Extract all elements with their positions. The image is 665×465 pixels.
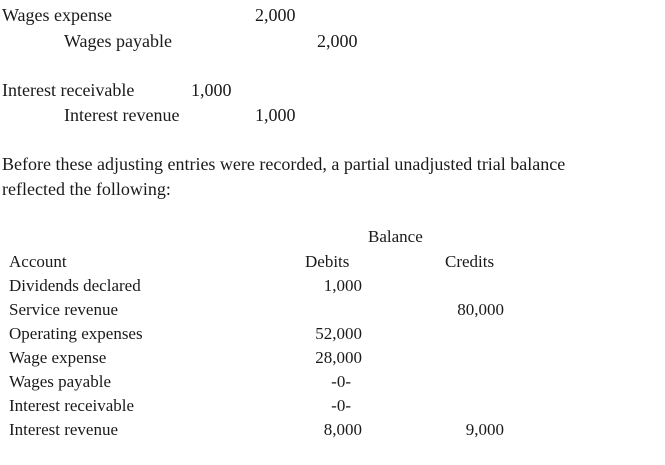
row-credit: 80,000 — [457, 300, 504, 319]
entry1-debit-amount: 2,000 — [255, 5, 296, 25]
entry1-debit-account: Wages expense — [2, 5, 113, 25]
row-debit: 28,000 — [315, 348, 362, 367]
row-debit: 52,000 — [315, 324, 362, 343]
intro-line-2: reflected the following: — [2, 179, 171, 199]
entry1-credit-amount: 2,000 — [317, 31, 358, 51]
entry2-credit-account: Interest revenue — [64, 105, 180, 125]
row-debit: -0- — [331, 396, 351, 415]
column-header-debits: Debits — [305, 252, 350, 271]
row-account: Service revenue — [9, 300, 119, 319]
row-account: Operating expenses — [9, 324, 143, 343]
column-header-account: Account — [9, 252, 67, 271]
row-credit: 9,000 — [465, 420, 504, 439]
entry2-debit-amount: 1,000 — [191, 80, 232, 100]
entry1-credit-account: Wages payable — [64, 31, 172, 51]
row-account: Wage expense — [9, 348, 107, 367]
intro-line-1: Before these adjusting entries were recorded, a partial unadjusted trial balance — [2, 154, 566, 174]
row-account: Dividends declared — [9, 276, 141, 295]
row-debit: -0- — [331, 372, 351, 391]
row-account: Wages payable — [9, 372, 111, 391]
row-account: Interest receivable — [9, 396, 135, 415]
column-header-credits: Credits — [445, 252, 495, 271]
row-debit: 1,000 — [323, 276, 362, 295]
entry2-debit-account: Interest receivable — [2, 80, 135, 100]
row-account: Interest revenue — [9, 420, 119, 439]
entry2-credit-amount: 1,000 — [255, 105, 296, 125]
row-debit: 8,000 — [323, 420, 362, 439]
balance-group-header: Balance — [368, 227, 423, 246]
